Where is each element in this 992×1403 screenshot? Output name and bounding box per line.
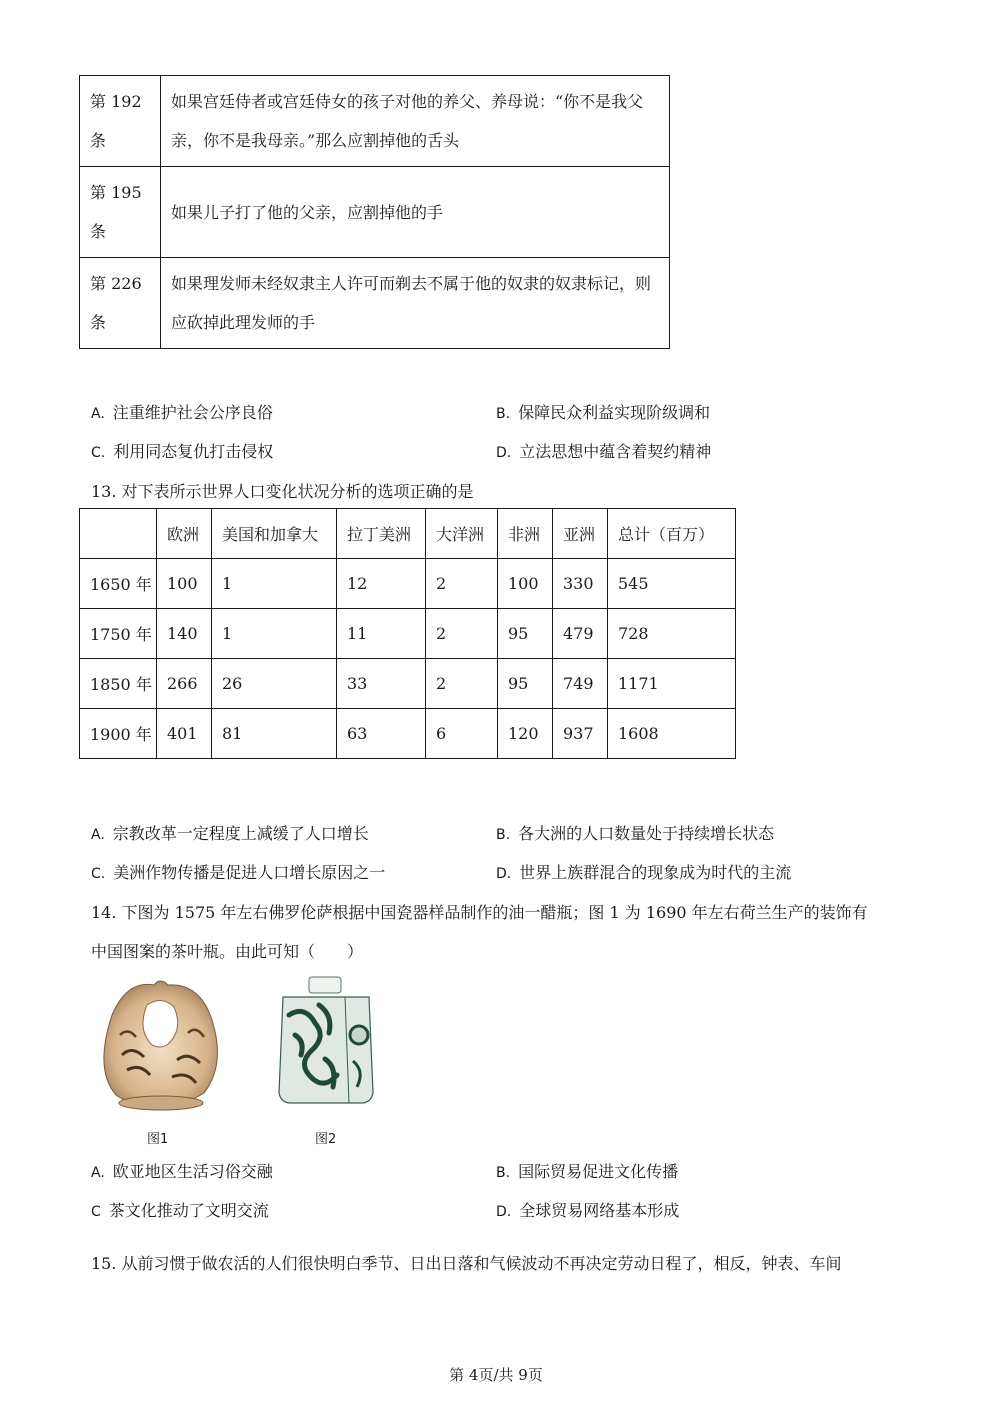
table-cell: 100 <box>157 559 212 609</box>
option-label: C <box>91 1204 101 1220</box>
option-b[interactable] <box>496 821 774 844</box>
figure-1-oil-vinegar-bottle-image <box>92 975 230 1115</box>
year-cell: 1750 年 <box>80 609 157 659</box>
table-cell: 6 <box>426 709 498 759</box>
column-header <box>80 509 157 559</box>
table-cell: 63 <box>337 709 426 759</box>
article-number: 第 195 条 <box>80 167 161 258</box>
option-label: B. <box>496 1165 511 1181</box>
option-label: D. <box>496 866 512 882</box>
figure-2-caption: 图2 <box>315 1132 337 1147</box>
table-cell: 545 <box>608 559 736 609</box>
table-row <box>80 76 670 167</box>
table-cell: 95 <box>498 609 553 659</box>
column-header: 大洋洲 <box>426 509 498 559</box>
table-row <box>80 709 736 759</box>
option-d[interactable] <box>496 860 791 883</box>
article-number: 第 192 条 <box>80 76 161 167</box>
option-label: A. <box>91 1165 105 1181</box>
table-cell: 937 <box>553 709 608 759</box>
table-cell: 479 <box>553 609 608 659</box>
table-cell: 401 <box>157 709 212 759</box>
option-text: 全球贸易网络基本形成 <box>519 1201 680 1220</box>
option-text: 宗教改革一定程度上减缓了人口增长 <box>112 824 369 843</box>
option-b[interactable] <box>496 1159 678 1182</box>
table-cell: 12 <box>337 559 426 609</box>
law-articles-table <box>79 75 670 349</box>
year-cell: 1850 年 <box>80 659 157 709</box>
table-cell: 1171 <box>608 659 736 709</box>
column-header: 总计（百万） <box>608 509 736 559</box>
year-cell: 1900 年 <box>80 709 157 759</box>
option-label: B. <box>496 827 511 843</box>
table-row <box>80 659 736 709</box>
option-text: 国际贸易促进文化传播 <box>518 1162 679 1181</box>
option-label: A. <box>91 827 105 843</box>
table-cell: 266 <box>157 659 212 709</box>
question-15-stem: 15. 从前习惯于做农活的人们很快明白季节、日出日落和气候波动不再决定劳动日程了，相反，钟表、车间 <box>91 1254 842 1273</box>
table-cell: 120 <box>498 709 553 759</box>
table-cell: 95 <box>498 659 553 709</box>
table-cell: 1608 <box>608 709 736 759</box>
table-cell: 1 <box>212 609 337 659</box>
question-14-stem-line2: 中国图案的茶叶瓶。由此可知（ ） <box>91 942 364 961</box>
option-label: C. <box>91 866 106 882</box>
option-d[interactable] <box>496 439 711 462</box>
column-header: 亚洲 <box>553 509 608 559</box>
table-cell: 749 <box>553 659 608 709</box>
article-number: 第 226 条 <box>80 258 161 349</box>
article-text: 如果儿子打了他的父亲，应割掉他的手 <box>161 167 670 258</box>
table-row <box>80 258 670 349</box>
option-text: 利用同态复仇打击侵权 <box>113 442 274 461</box>
option-label: B. <box>496 406 511 422</box>
table-cell: 2 <box>426 559 498 609</box>
table-cell: 100 <box>498 559 553 609</box>
option-b[interactable] <box>496 400 710 423</box>
option-text: 各大洲的人口数量处于持续增长状态 <box>518 824 775 843</box>
question-14-stem-line1: 14. 下图为 1575 年左右佛罗伦萨根据中国瓷器样品制作的油一醋瓶；图 1 为 1690 年左右荷兰生产的装饰有 <box>91 903 868 922</box>
option-a[interactable] <box>91 400 273 423</box>
option-c[interactable] <box>91 439 273 462</box>
table-cell: 2 <box>426 659 498 709</box>
table-cell: 81 <box>212 709 337 759</box>
table-cell: 2 <box>426 609 498 659</box>
page-footer: 第 4页/共 9页 <box>449 1366 543 1384</box>
table-header-row <box>80 509 736 559</box>
question-13-stem: 13. 对下表所示世界人口变化状况分析的选项正确的是 <box>91 482 474 501</box>
option-label: A. <box>91 406 105 422</box>
option-label: D. <box>496 1204 512 1220</box>
option-c[interactable] <box>91 860 385 883</box>
option-d[interactable] <box>496 1198 679 1221</box>
table-cell: 330 <box>553 559 608 609</box>
table-cell: 11 <box>337 609 426 659</box>
figure-1-caption: 图1 <box>147 1132 169 1147</box>
article-text: 如果宫廷侍者或宫廷侍女的孩子对他的养父、养母说：“你不是我父亲，你不是我母亲。”那么应割掉他的舌头 <box>161 76 670 167</box>
year-cell: 1650 年 <box>80 559 157 609</box>
option-a[interactable] <box>91 1159 273 1182</box>
table-cell: 33 <box>337 659 426 709</box>
column-header: 美国和加拿大 <box>212 509 337 559</box>
option-text: 茶文化推动了文明交流 <box>108 1201 269 1220</box>
column-header: 欧洲 <box>157 509 212 559</box>
option-text: 立法思想中蕴含着契约精神 <box>519 442 712 461</box>
table-row <box>80 609 736 659</box>
option-a[interactable] <box>91 821 369 844</box>
option-c[interactable] <box>91 1198 269 1221</box>
option-text: 保障民众利益实现阶级调和 <box>518 403 711 422</box>
article-text: 如果理发师未经奴隶主人许可而剃去不属于他的奴隶的奴隶标记，则应砍掉此理发师的手 <box>161 258 670 349</box>
figure-2-tea-caddy-image <box>275 975 377 1115</box>
table-cell: 728 <box>608 609 736 659</box>
table-cell: 140 <box>157 609 212 659</box>
option-text: 欧亚地区生活习俗交融 <box>112 1162 273 1181</box>
option-text: 世界上族群混合的现象成为时代的主流 <box>519 863 792 882</box>
population-table <box>79 508 736 759</box>
table-cell: 26 <box>212 659 337 709</box>
option-label: C. <box>91 445 106 461</box>
column-header: 拉丁美洲 <box>337 509 426 559</box>
table-cell: 1 <box>212 559 337 609</box>
option-text: 美洲作物传播是促进人口增长原因之一 <box>113 863 386 882</box>
table-row <box>80 167 670 258</box>
option-text: 注重维护社会公序良俗 <box>112 403 273 422</box>
table-row <box>80 559 736 609</box>
column-header: 非洲 <box>498 509 553 559</box>
option-label: D. <box>496 445 512 461</box>
